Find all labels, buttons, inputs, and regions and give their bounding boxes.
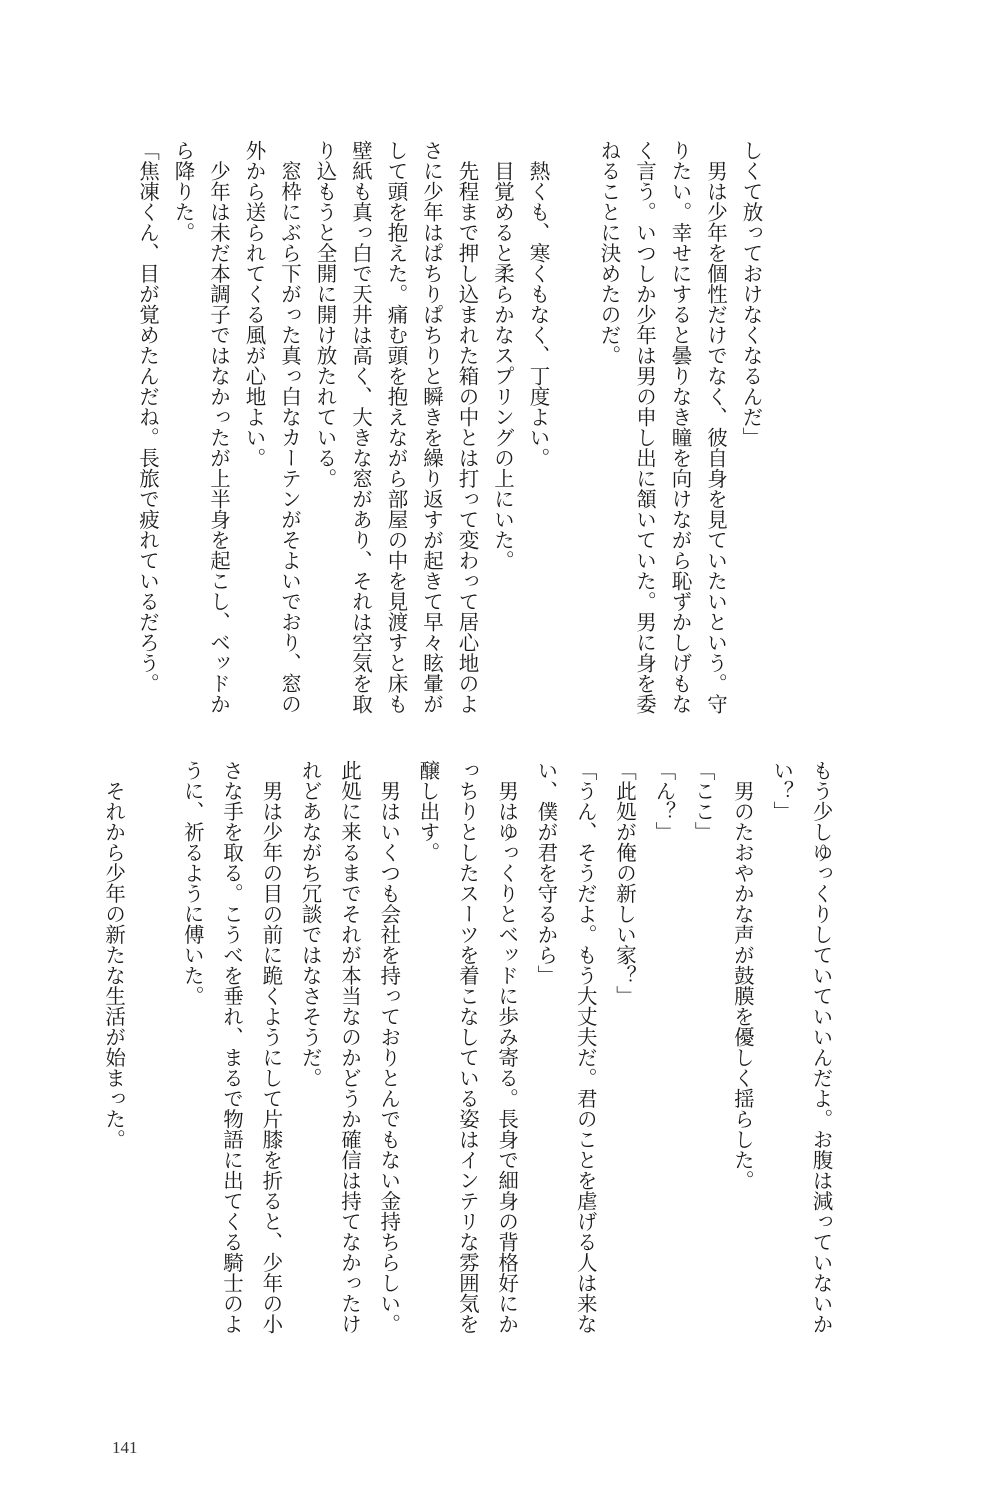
upper-text-block (129, 140, 768, 740)
text-column: 「ここ」 (691, 760, 716, 842)
text-column: もう少しゆっくりしていていいんだよ。お腹は減っていないか (809, 760, 833, 1334)
text-column: い？」 (769, 760, 794, 822)
text-column: りたい。幸せにすると曇りなき瞳を向けながら恥ずかしげもな (668, 140, 692, 714)
text-column: ねることに決めたのだ。 (597, 140, 621, 366)
text-column: 少年は未だ本調子ではなかったが上半身を起こし、ベッドか (206, 140, 231, 714)
text-column: 「此処が俺の新しい家？」 (612, 760, 637, 1006)
text-column: しくて放っておけなくなるんだ」 (739, 140, 763, 448)
text-column: 「焦凍くん、目が覚めたんだね。長旅で疲れているだろう。 (135, 140, 160, 694)
text-column: さに少年はぱちりぱちりと瞬きを繰り返すが起きて早々眩暈が (419, 140, 444, 714)
text-column: ら降りた。 (171, 140, 195, 243)
text-column: うに、祈るように傅いた。 (180, 760, 205, 1006)
text-column (133, 760, 172, 1420)
text-column: 男はいくつも会社を持っておりとんでもない金持ちらしい。 (376, 760, 401, 1334)
text-column: して頭を抱えた。痛む頭を抱えながら部屋の中を見渡すと床も (384, 140, 408, 714)
text-column: 男はゆっくりとベッドに歩み寄る。長身で細身の背格好にか (494, 760, 519, 1334)
text-column: 醸し出す。 (416, 760, 441, 863)
text-column: 此処に来るまでそれが本当なのかどうか確信は持てなかったけ (337, 760, 362, 1334)
text-column: 外から送られてくる風が心地よい。 (242, 140, 266, 468)
text-column: 男は少年の目の前に跪くようにして片膝を折ると、少年の小 (258, 760, 283, 1334)
text-column: い、僕が君を守るから」 (533, 760, 558, 986)
text-column: それから少年の新たな生活が始まった。 (101, 760, 126, 1150)
text-column: 窓枠にぶら下がった真っ白なカーテンがそよいでおり、窓の (277, 140, 302, 714)
page-number: 141 (112, 1438, 138, 1457)
text-column (555, 140, 591, 740)
text-column: 熱くも、寒くもなく、丁度よい。 (526, 140, 550, 468)
text-column: 壁紙も真っ白で天井は高く、大きな窓があり、それは空気を取 (348, 140, 373, 714)
lower-text-block (93, 760, 840, 1420)
text-column: く言う。いつしか少年は男の申し出に頷いていた。男に身を委 (632, 140, 657, 714)
text-column: っちりとしたスーツを着こなしている姿はインテリな雰囲気を (455, 760, 480, 1334)
text-column: 「うん、そうだよ。もう大丈夫だ。君のことを虐げる人は来な (573, 760, 598, 1334)
text-column: 先程まで押し込まれた箱の中とは打って変わって居心地のよ (455, 140, 479, 714)
text-column: れどあながち冗談ではなさそうだ。 (298, 760, 323, 1088)
text-column: 男のたおやかな声が鼓膜を優しく揺らした。 (730, 760, 755, 1191)
text-column: り込もうと全開に開け放たれている。 (313, 140, 337, 489)
text-column: 「ん？」 (651, 760, 676, 842)
text-column: 目覚めると柔らかなスプリングの上にいた。 (490, 140, 515, 571)
text-column: さな手を取る。こうべを垂れ、まるで物語に出てくる騎士のよ (219, 760, 244, 1334)
text-column: 男は少年を個性だけでなく、彼自身を見ていたいという。守 (703, 140, 728, 714)
